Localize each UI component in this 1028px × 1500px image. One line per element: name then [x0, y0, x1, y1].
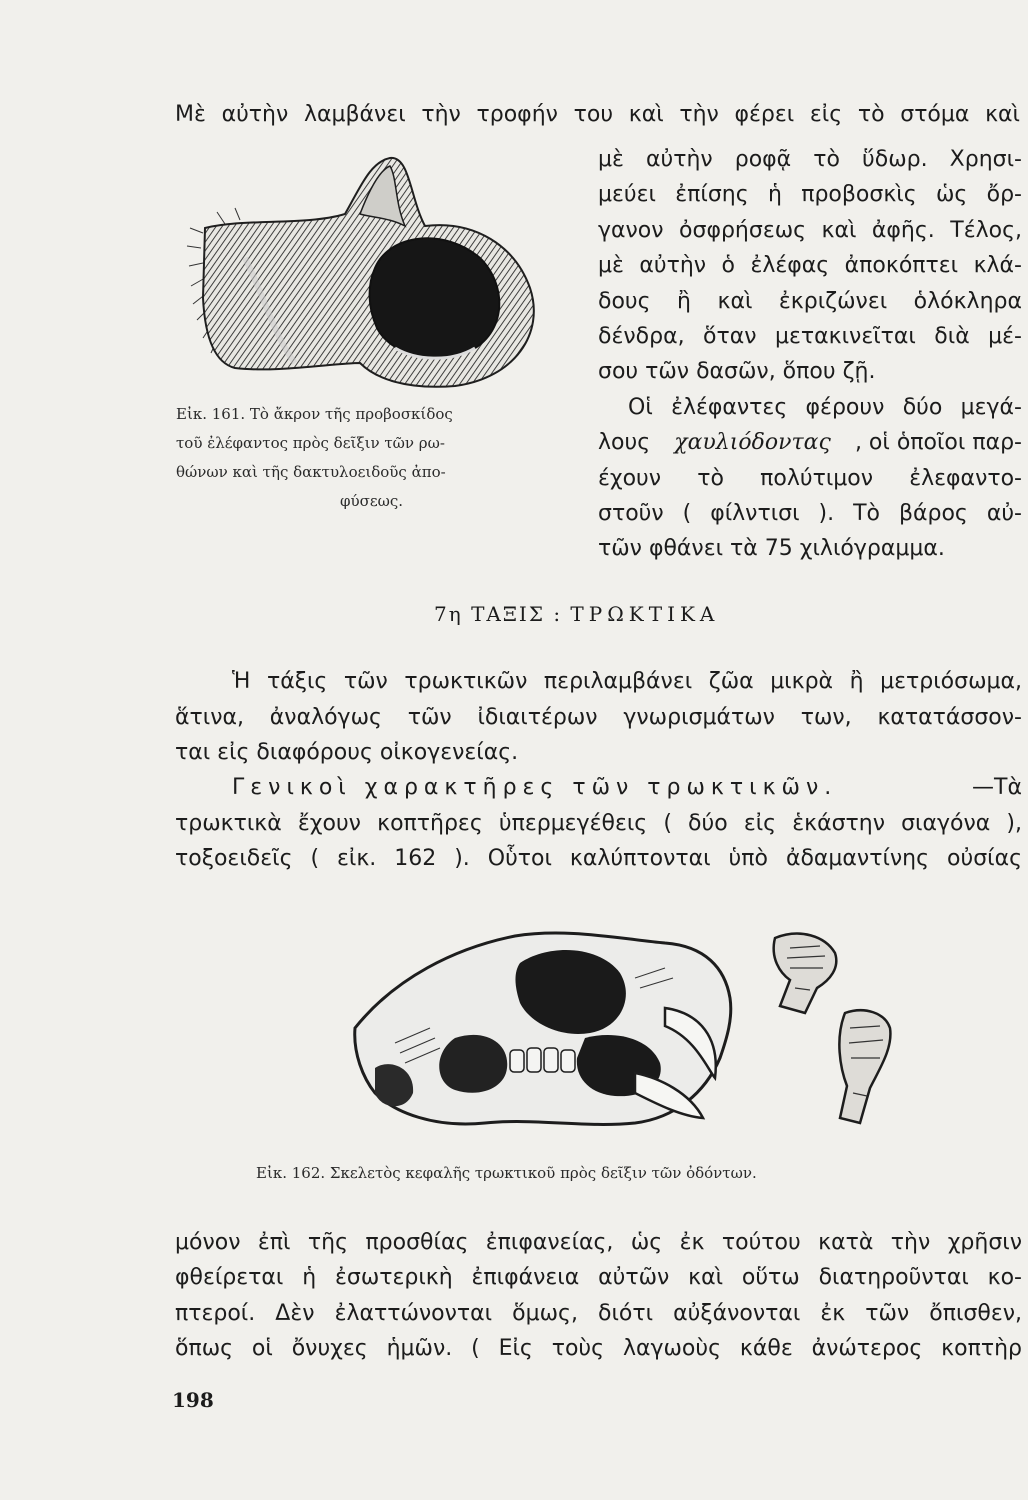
tusk-line-pre: λους [598, 430, 651, 455]
tusk-term: χαυλιόδοντας [674, 430, 831, 455]
paragraph-line: μόνον ἐπὶ τῆς προσθίας ἐπιφανείας, ὡς ἐκ τούτου κατὰ τὴν χρῆσιν [175, 1230, 1022, 1255]
figure-161-trunk-illustration [185, 148, 605, 398]
figure-161-caption-line: τοῦ ἐλέφαντος πρὸς δεῖξιν τῶν ρω- [176, 434, 445, 452]
section-heading-title: ΤΡΩΚΤΙΚΑ [570, 602, 720, 626]
right-column-line: δένδρα, ὅταν μετακινεῖται διὰ μέ- [598, 324, 1022, 349]
paragraph-line: πτεροί. Δὲν ἐλαττώνονται ὅμως, διότι αὐξάνονται ἐκ τῶν ὄπισθεν, [175, 1301, 1022, 1326]
right-column-line: γανον ὀσφρήσεως καὶ ἀφῆς. Τέλος, [598, 218, 1022, 243]
page-number: 198 [172, 1388, 214, 1412]
figure-161-caption-line: θώνων καὶ τῆς δακτυλοειδοῦς ἀπο- [176, 463, 446, 481]
paragraph-line: Ἡ τάξις τῶν τρωκτικῶν περιλαμβάνει ζῶα μικρὰ ἢ μετριόσωμα, [232, 669, 1022, 694]
right-column-line: Οἱ ἐλέφαντες φέρουν δύο μεγά- [628, 395, 1022, 420]
paragraph-line: φθείρεται ἡ ἐσωτερικὴ ἐπιφάνεια αὐτῶν καὶ οὕτω διατηροῦνται κο- [175, 1265, 1022, 1290]
right-column-line: δους ἢ καὶ ἐκριζώνει ὁλόκληρα [598, 289, 1022, 314]
figure-162-caption: Εἰκ. 162. Σκελετὸς κεφαλῆς τρωκτικοῦ πρὸς δεῖξιν τῶν ὀδόντων. [256, 1164, 757, 1182]
figure-162-rodent-skull-illustration [335, 918, 895, 1148]
right-column-line: μὲ αὐτὴν ὁ ἐλέφας ἀποκόπτει κλά- [598, 253, 1022, 278]
right-column-line: στοῦν ( φίλντισι ). Τὸ βάρος αὐ- [598, 501, 1022, 526]
tusk-line [598, 428, 1022, 458]
paragraph-line: τρωκτικὰ ἔχουν κοπτῆρες ὑπερμεγέθεις ( δύο εἰς ἑκάστην σιαγόνα ), [175, 811, 1022, 836]
figure-161-caption-line: Εἰκ. 161. Τὸ ἄκρον τῆς προβοσκίδος [176, 405, 453, 423]
characteristics-dash: —Τὰ [972, 775, 1022, 800]
section-heading [434, 602, 719, 626]
characteristics-heading-line [232, 773, 1022, 803]
paragraph-line: ἅτινα, ἀναλόγως τῶν ἰδιαιτέρων γνωρισμάτων των, κατατάσσον- [175, 705, 1022, 730]
right-column-line: έχουν τὸ πολύτιμον ἐλεφαντο- [598, 466, 1022, 491]
characteristics-heading: Γενικοὶ χαρακτῆρες τῶν τρωκτικῶν. [232, 775, 838, 800]
right-column-line: σου τῶν δασῶν, ὅπου ζῇ. [598, 359, 876, 384]
right-column-line: μεύει ἐπίσης ἡ προβοσκὶς ὡς ὄρ- [598, 182, 1022, 207]
paragraph-line: ται εἰς διαφόρους οἰκογενείας. [175, 740, 519, 765]
tusk-line-post: , οἱ ὁποῖοι παρ- [854, 430, 1022, 455]
right-column-line: τῶν φθάνει τὰ 75 χιλιόγραμμα. [598, 536, 945, 561]
paragraph-line: τοξοειδεῖς ( εἰκ. 162 ). Οὗτοι καλύπτονται ὑπὸ ἀδαμαντίνης οὐσίας [175, 846, 1022, 871]
right-column-line: μὲ αὐτὴν ροφᾷ τὸ ὕδωρ. Χρησι- [598, 147, 1022, 172]
figure-161-caption-line: φύσεως. [340, 492, 404, 510]
body-line: Μὲ αὐτὴν λαμβάνει τὴν τροφήν του καὶ τὴν φέρει εἰς τὸ στόμα καὶ [175, 102, 1020, 127]
paragraph-line: ὅπως οἱ ὄνυχες ἡμῶν. ( Εἰς τοὺς λαγωοὺς κάθε ἀνώτερος κοπτὴρ [175, 1336, 1022, 1361]
section-heading-prefix: 7η ΤΑΞΙΣ : [434, 602, 563, 626]
